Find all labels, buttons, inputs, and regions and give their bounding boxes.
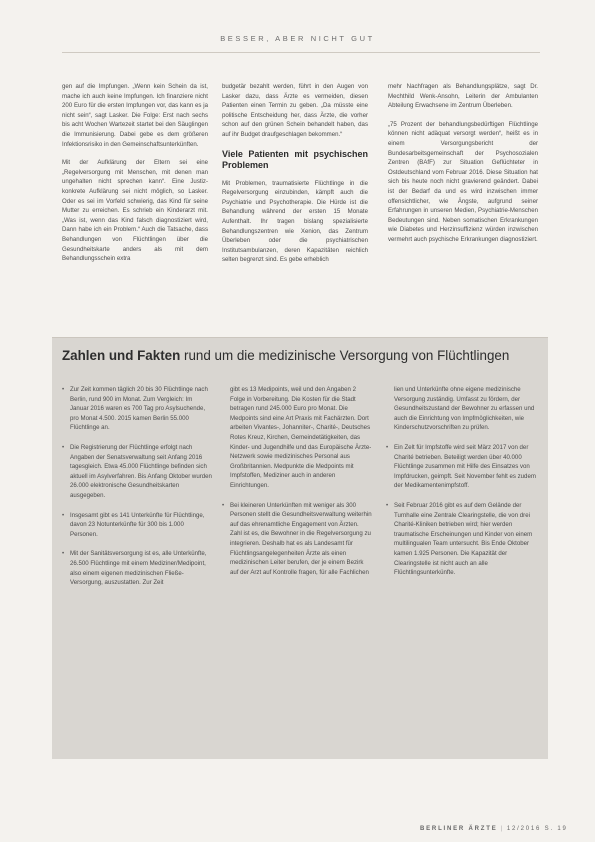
article-column-1 bbox=[62, 82, 208, 273]
fact-item: • Insgesamt gibt es 141 Unterkünfte für Flüchtlinge, davon 23 Notunterkünfte für 300 bis 1.000 Personen. bbox=[62, 511, 212, 540]
section-heading: Viele Patienten mit psychischen Problemen bbox=[222, 148, 368, 170]
header-rule bbox=[62, 52, 540, 53]
paragraph: Mit Problemen, traumatisierte Flüchtlinge in die Regelversorgung einzubinden, kämpft auch die Psychiatrie und Psychotherapie. Die Hürde ist die Behandlung während der ersten 15 Monate Aufenthalt. Ihr tragen bislang spezialisierte Behandlungszentren wie Xenion, das Zentrum Überleben oder die psychiatrischen Institutsambulanzen, deren Kapazitäten reichlich selten begrenzt sind. Es gebe erheblich bbox=[222, 179, 368, 264]
fact-item: • Ein Zelt für Impfstoffe wird seit März 2017 von der Charité betrieben. Beteiligt werden über 40.000 Flüchtlinge zusammen mit Hilfe des Einsatzes von Impfdrucken, geimpft. Seit November fehlt es zudem der Medikamentenimpfstoff. bbox=[386, 443, 538, 491]
facts-box-title-bold: Zahlen und Fakten bbox=[62, 348, 181, 363]
fact-continuation: lien und Unterkünfte ohne eigene medizinische Versorgung zuständig. Umfasst zu fördern, der Gesundheitszustand der Bewohner zu erfassen und auch die Einrichtung von Impfmöglichkeiten, wie Kinderschutzvorschriften zu prüfen. bbox=[394, 386, 535, 432]
facts-box-title-rest: rund um die medizinische Versorgung von Flüchtlingen bbox=[180, 348, 510, 363]
facts-column-2 bbox=[222, 385, 372, 587]
paragraph: budgetär bezahlt werden, führt in den Augen von Lasker dazu, dass Ärzte es vermeiden, diesen Patienten einen Termin zu geben. „Da müsste eine politische Entscheidung her, dass Ärzte, die vorher schon auf den grünen Schein behandelt haben, das auf ihr Budget draufgeschlagen bekommen.“ bbox=[222, 83, 368, 138]
facts-column-1 bbox=[62, 385, 212, 598]
paragraph: „75 Prozent der behandlungsbedürftigen Flüchtlinge können nicht adäquat versorgt werden“, heißt es in einem Versorgungsbericht der Bundesarbeitsgemeinschaft der Psychosozialen Zentren (BAfF) zur Situation Geflüchteter in Ostdeutschland vom Februar 2016. Diese Situation hat sich bis heute noch nicht gravierend geändert. Dabei ist der Bedarf da und es wird inzwischen immer offensichtlicher, wie Ängste, aufgrund seiner Erfahrungen in unseren Medien, Psychiatrie-Menschen Bedeutungen sind. Neben somatischen Erkrankungen wie Diabetes und Herzinsuffizienz würden inzwischen vermehrt auch psychische Erkrankungen diagnostiziert. bbox=[388, 120, 538, 243]
magazine-name: BERLINER ÄRZTE bbox=[420, 826, 498, 832]
article-column-2 bbox=[222, 82, 368, 274]
paragraph: gen auf die Impfungen. „Wenn kein Schein da ist, mache ich auch keine Impfungen. Ich finanziere nicht 200 Euro für die ersten Impfungen vor, das kann es ja nicht sein“, sagt Lasker. Die Folge: Erst nach sechs bis acht Wochen Wartezeit startet bei den Säuglingen die Immunisierung. Dabei gebe es dem größeren Infektionsrisiko in den Gemeinschaftsunterkünften. bbox=[62, 83, 208, 148]
fact-item: • Die Registrierung der Flüchtlinge erfolgt nach Angaben der Senatsverwaltung seit Anfang 2016 tagesgleich. Etwa 45.000 Flüchtlinge befinden sich aktuell im Asylverfahren. Bis Anfang Oktober wurden 26.000 elektronische Gesundheitskarten ausgegeben. bbox=[62, 443, 212, 501]
issue-info: 12/2016 S. 19 bbox=[506, 826, 568, 832]
page-footer bbox=[420, 826, 568, 832]
facts-box bbox=[52, 337, 548, 759]
fact-item: • Seit Februar 2016 gibt es auf dem Gelände der Turnhalle eine Zentrale Clearingstelle, die von drei Charité-Kliniken betrieben wird; hier werden traumatische Erscheinungen und Kinder von einem multilingualen Team untersucht. Bis Ende Oktober kamen 1.925 Personen. Die Kapazität der Clearingstelle ist nicht auch an alle Flüchtlingsunterkünfte. bbox=[386, 501, 538, 578]
article-column-3 bbox=[388, 82, 538, 254]
fact-item: • Bei kleineren Unterkünften mit weniger als 300 Personen stellt die Gesundheitsverwaltung weiterhin auf das ehrenamtliche Engagement von Ärzten. Zahl ist es, die Bewohner in die Regelversorgung zu integrieren. Deshalb hat es als Landesamt für Flüchtlingsangelegenheiten Ärzte als einen medizinischen Leiter berufen, der je einem Bezirk auf der Arzt auf Kontrolle fragen, für alle Fachlichen bbox=[222, 501, 372, 578]
fact-item: • Zur Zeit kommen täglich 20 bis 30 Flüchtlinge nach Berlin, rund 900 im Monat. Zum Vergleich: Im Januar 2016 waren es 700 Tag pro Asylsuchende, pro Monat 4.500. 2015 kamen Berlin 55.000 Flüchtlinge an. bbox=[62, 385, 212, 433]
paragraph: mehr Nachfragen als Behandlungsplätze, sagt Dr. Mechthild Wenk-Ansohn, Leiterin der Ambulanten Abteilung Erwachsene im Zentrum Überleben. bbox=[388, 83, 538, 110]
fact-continuation: gibt es 13 Medipoints, weil und den Angaben 2 Folge in Vorbereitung. Die Kosten für die Stadt betragen rund 245.000 Euro pro Monat. Die Medpoints sind eine Art Praxis mit Fachärzten. Dort arbeiten Vivantes-, Johanniter-, Charité-, Deutsches Rotes Kreuz, Kirchen, Gemeindetätigkeiten, das Kinder- und Jugendhilfe und das Europäische Ärzte-Netzwerk sowie medizinisches Personal aus Großbritannien. Medpunkte die Medpoints mit Impfstoffen, Mediziner auch in anderen Einrichtungen. bbox=[230, 386, 372, 489]
footer-separator: | bbox=[500, 826, 504, 832]
facts-box-title bbox=[62, 348, 542, 364]
paragraph: Mit der Aufklärung der Eltern sei eine „Regelversorgung mit Menschen, mit denen man ungehalten nicht sprechen kann“. Eine Justiz-konkrete Aufklärung sei nicht möglich, so Lasker. Oder es sei im Vorfeld schwierig, das Kind für seine Mutter zu erreichen. Es schrieb ein Kinderarzt mit. „Was ist, wenn das Kind falsch diagnostiziert wird, Dann habe ich ein Problem.“ Auch die Tatsache, dass Behandlungen von Flüchtlingen über die Gesundheitskarte anders als mit dem Behandlungsschein extra bbox=[62, 159, 208, 263]
fact-item: • Mit der Sanitätsversorgung ist es, alle Unterkünfte, 26.500 Flüchtlinge mit einem Mediziner/Medipoint, also einem eigenen medizinischen Fließe-Versorgung, auszustatten. Zur Zeit bbox=[62, 549, 212, 587]
facts-column-3 bbox=[386, 385, 538, 588]
running-head: BESSER, ABER NICHT GUT bbox=[220, 34, 375, 43]
